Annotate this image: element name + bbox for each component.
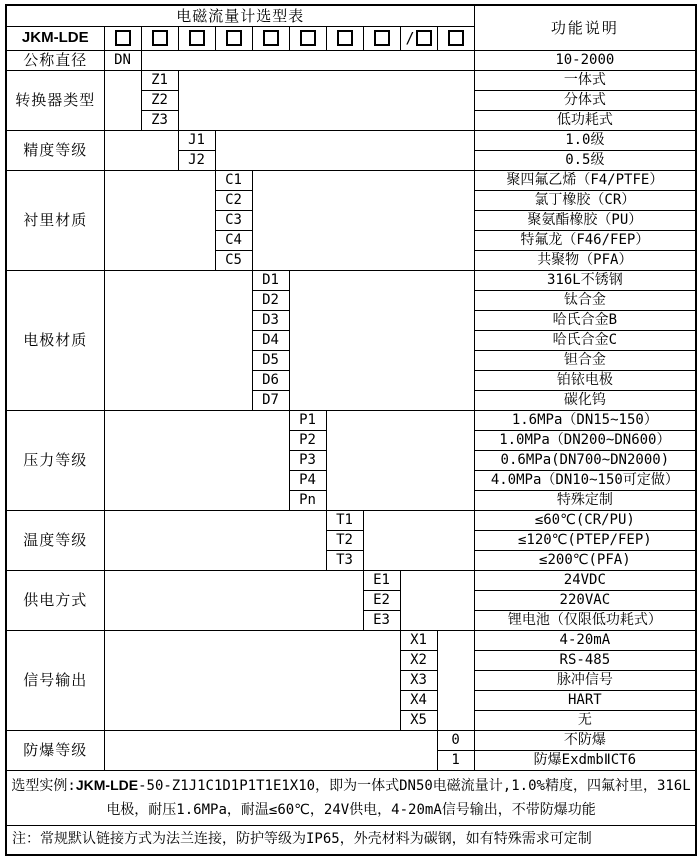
category-lining-material: 衬里材质 [6,171,104,271]
code-cell: T1 [326,511,363,531]
checkbox-cell [178,27,215,51]
code-cell: T3 [326,551,363,571]
code-cell: X4 [400,691,437,711]
code-cell: J1 [178,131,215,151]
desc-cell: 特殊定制 [474,491,696,511]
desc-cell: 4-20mA [474,631,696,651]
code-cell: 1 [437,751,474,771]
code-cell: C4 [215,231,252,251]
checkbox-icon [300,30,316,46]
checkbox-icon [374,30,390,46]
checkbox-icon [263,30,279,46]
code-cell: D3 [252,311,289,331]
desc-cell: 1.0MPa（DN200~DN600） [474,431,696,451]
code-cell: E3 [363,611,400,631]
desc-cell: 共聚物（PFA） [474,251,696,271]
spacer-cell [104,571,363,631]
code-cell: J2 [178,151,215,171]
spacer-cell [363,511,474,571]
desc-cell: 铂铱电极 [474,371,696,391]
spacer-cell [104,511,326,571]
desc-cell: 钽合金 [474,351,696,371]
desc-cell: 哈氏合金B [474,311,696,331]
desc-cell: 1.6MPa（DN15~150） [474,411,696,431]
selection-table [5,4,697,856]
desc-cell: 24VDC [474,571,696,591]
code-cell: D6 [252,371,289,391]
checkbox-cell [437,27,474,51]
desc-cell: 锂电池（仅限低功耗式） [474,611,696,631]
desc-cell: 氯丁橡胶（CR） [474,191,696,211]
desc-cell: 1.0级 [474,131,696,151]
code-cell: P2 [289,431,326,451]
spacer-cell [104,171,215,271]
spacer-cell [104,631,400,731]
checkbox-icon [448,30,464,46]
spacer-cell [400,571,474,631]
desc-cell: 脉冲信号 [474,671,696,691]
category-accuracy-grade: 精度等级 [6,131,104,171]
code-cell: Z2 [141,91,178,111]
code-cell: P4 [289,471,326,491]
desc-cell: 不防爆 [474,731,696,751]
model-prefix: JKM-LDE [6,27,104,51]
code-cell: X1 [400,631,437,651]
checkbox-icon [152,30,168,46]
spacer-cell [326,411,474,511]
checkbox-cell [289,27,326,51]
desc-cell: 分体式 [474,91,696,111]
desc-cell: 低功耗式 [474,111,696,131]
category-nominal-diameter: 公称直径 [6,51,104,71]
code-cell: D4 [252,331,289,351]
selection-example [6,771,696,826]
code-cell: C2 [215,191,252,211]
code-cell: D7 [252,391,289,411]
checkbox-cell [363,27,400,51]
checkbox-cell [141,27,178,51]
code-cell: C1 [215,171,252,191]
desc-cell: RS-485 [474,651,696,671]
desc-cell: 碳化钨 [474,391,696,411]
category-explosion-proof-grade: 防爆等级 [6,731,104,771]
code-cell: C3 [215,211,252,231]
code-cell: T2 [326,531,363,551]
code-cell: E1 [363,571,400,591]
code-cell: X2 [400,651,437,671]
desc-cell: 10-2000 [474,51,696,71]
category-signal-output: 信号输出 [6,631,104,731]
footnote: 注：常规默认链接方式为法兰连接，防护等级为IP65，外壳材料为碳钢，如有特殊需求可定制 [6,826,696,856]
checkbox-icon [226,30,242,46]
desc-cell: 一体式 [474,71,696,91]
spacer-cell [104,731,437,771]
desc-cell: 316L不锈钢 [474,271,696,291]
code-cell: 0 [437,731,474,751]
code-cell: DN [104,51,141,71]
desc-cell: 防爆ExdmbⅡCT6 [474,751,696,771]
spacer-cell [104,71,141,131]
slash-separator: / [405,29,415,48]
desc-cell: ≤120℃(PTEP/FEP) [474,531,696,551]
desc-cell: 特氟龙（F46/FEP） [474,231,696,251]
example-prefix: 选型实例: [11,777,76,794]
desc-cell: 聚四氟乙烯（F4/PTFE） [474,171,696,191]
code-cell: D5 [252,351,289,371]
spacer-cell [289,271,474,411]
example-text: -50-Z1J1C1D1P1T1E1X10，即为一体式DN50电磁流量计,1.0%精度，四氟衬里，316L电极，耐压1.6MPa，耐温≤60℃，24V供电，4-20mA信号输出，不带防爆功能 [106,777,691,818]
checkbox-cell [215,27,252,51]
checkbox-icon [189,30,205,46]
function-description-header: 功能说明 [474,5,696,51]
spacer-cell [252,171,474,271]
category-power-supply: 供电方式 [6,571,104,631]
desc-cell: 0.6MPa(DN700~DN2000) [474,451,696,471]
desc-cell: 无 [474,711,696,731]
checkbox-icon [416,30,432,46]
code-cell: C5 [215,251,252,271]
code-cell: D2 [252,291,289,311]
desc-cell: 4.0MPa（DN10~150可定做） [474,471,696,491]
spacer-cell [437,631,474,731]
checkbox-icon [337,30,353,46]
code-cell: D1 [252,271,289,291]
code-cell: P1 [289,411,326,431]
code-cell: X5 [400,711,437,731]
code-cell: P3 [289,451,326,471]
spacer-cell [178,71,474,131]
desc-cell: 0.5级 [474,151,696,171]
desc-cell: 220VAC [474,591,696,611]
spacer-cell [215,131,474,171]
category-pressure-rating: 压力等级 [6,411,104,511]
desc-cell: ≤60℃(CR/PU) [474,511,696,531]
checkbox-cell-slash [400,27,437,51]
desc-cell: 钛合金 [474,291,696,311]
desc-cell: 哈氏合金C [474,331,696,351]
category-temperature-rating: 温度等级 [6,511,104,571]
code-cell: Pn [289,491,326,511]
checkbox-cell [326,27,363,51]
category-electrode-material: 电极材质 [6,271,104,411]
checkbox-cell [252,27,289,51]
table-title: 电磁流量计选型表 [6,5,474,27]
spacer-cell [104,411,289,511]
category-converter-type: 转换器类型 [6,71,104,131]
desc-cell: ≤200℃(PFA) [474,551,696,571]
spacer-cell [141,51,474,71]
code-cell: X3 [400,671,437,691]
desc-cell: 聚氨酯橡胶（PU） [474,211,696,231]
spacer-cell [104,131,178,171]
spacer-cell [104,271,252,411]
code-cell: Z1 [141,71,178,91]
checkbox-cell [104,27,141,51]
example-model-code: JKM-LDE [75,776,139,793]
code-cell: E2 [363,591,400,611]
code-cell: Z3 [141,111,178,131]
checkbox-icon [115,30,131,46]
desc-cell: HART [474,691,696,711]
